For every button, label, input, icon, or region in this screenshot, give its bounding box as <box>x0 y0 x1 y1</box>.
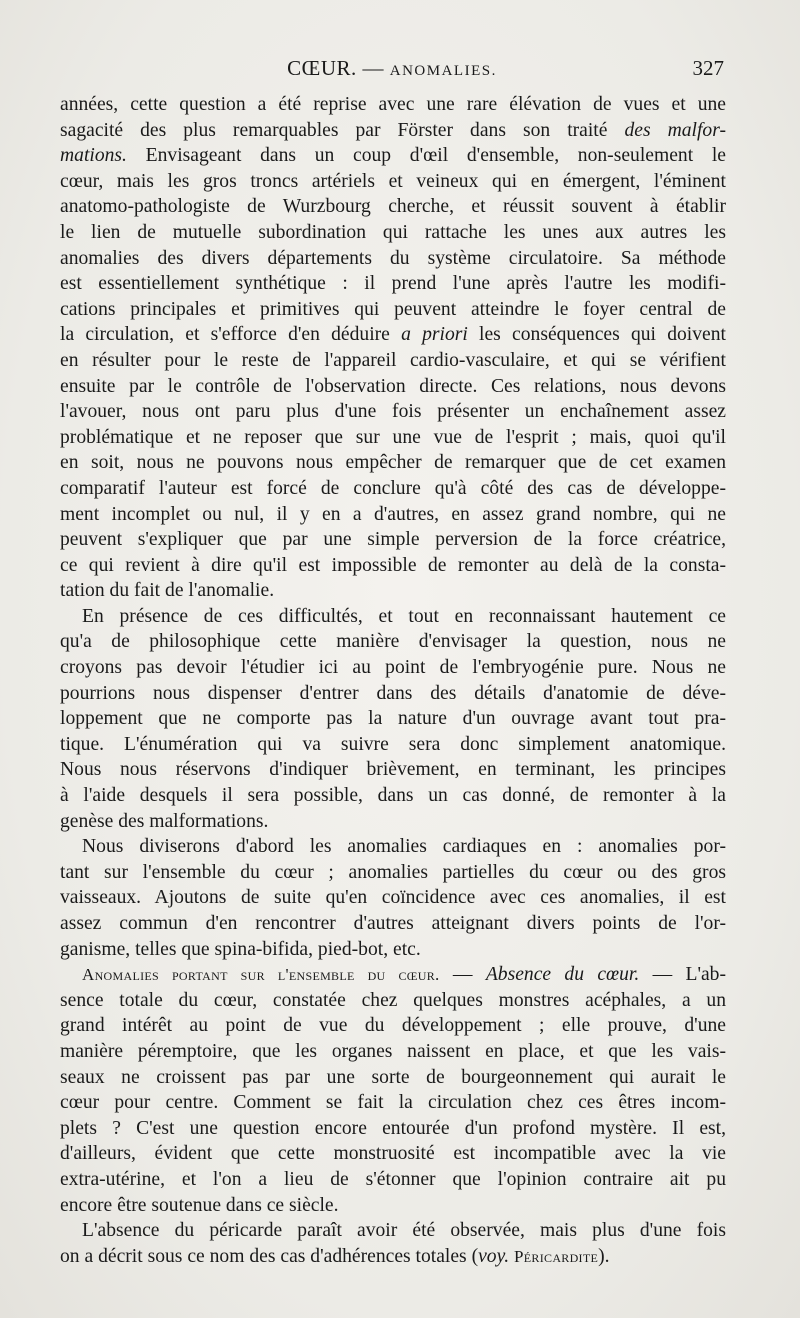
text-line: croyons pas devoir l'étudier ici au point de l'embryogénie pure. Nous ne <box>60 657 726 679</box>
text-line: extra-utérine, et l'on a lieu de s'étonner que l'opinion contraire ait pu <box>60 1168 726 1190</box>
text-line: d'ailleurs, évident que cette monstruosité est incompatible avec la vie <box>60 1143 726 1165</box>
text-line: en soit, nous ne pouvons nous empêcher de remarquer que de cet examen <box>60 452 726 474</box>
page-number: 327 <box>692 56 724 80</box>
text-line: grand intérêt au point de vue du développement ; elle prouve, d'une <box>60 1015 726 1037</box>
text-line: peuvent s'expliquer que par une simple perversion de la force créatrice, <box>60 529 726 551</box>
text-line: cœur pour centre. Comment se fait la circulation chez ces êtres incom- <box>60 1092 726 1114</box>
text-span: sagacité des plus remarquables par Förster dans son traité <box>60 119 608 141</box>
text-line <box>60 322 726 348</box>
text-line: comparatif l'auteur est forcé de conclure qu'à côté des cas de développe- <box>60 477 726 499</box>
text-span: on a décrit sous ce nom des cas d'adhérences totales ( <box>60 1245 479 1267</box>
text-line: cœur, mais les gros troncs artériels et veineux qui en émergent, l'éminent <box>60 170 726 192</box>
text-span: — L'ab- <box>652 964 727 986</box>
text-line: encore être soutenue dans ce siècle. <box>60 1194 339 1216</box>
text-line: ensuite par le contrôle de l'observation directe. Ces relations, nous devons <box>60 375 726 397</box>
title-sub: ANOMALIES. <box>389 63 497 79</box>
text-span: ). <box>598 1245 610 1267</box>
title-main: CŒUR. <box>287 56 357 80</box>
text-span: la circulation, et s'efforce d'en déduire <box>60 324 390 346</box>
italic-span: voy. <box>478 1245 510 1267</box>
text-line: loppement que ne comporte pas la nature d'un ouvrage avant tout pra- <box>60 708 726 730</box>
text-line: l'avouer, nous ont paru plus d'une fois présenter un enchaînement assez <box>60 401 726 423</box>
text-line: ment incomplet ou nul, il y en a d'autres, en assez grand nombre, qui ne <box>60 503 726 525</box>
text-line: anomalies des divers départements du système circulatoire. Sa méthode <box>60 247 726 269</box>
italic-span: mations. <box>60 145 127 167</box>
italic-span: a priori <box>401 324 468 346</box>
cross-reference: Péricardite <box>514 1246 599 1266</box>
text-line: manière péremptoire, que les organes naissent en place, et que les vais- <box>60 1040 726 1062</box>
text-line: cations principales et primitives qui peuvent atteindre le foyer central de <box>60 298 726 320</box>
text-line: Nous nous réservons d'indiquer brièvement, en terminant, les principes <box>60 759 726 781</box>
text-line: problématique et ne reposer que sur une vue de l'esprit ; mais, quoi qu'il <box>60 426 726 448</box>
text-line: à l'aide desquels il sera possible, dans un cas donné, de remonter à la <box>60 785 726 807</box>
text-span: — <box>452 964 473 986</box>
running-title <box>60 56 724 81</box>
text-line: En présence de ces difficultés, et tout en reconnaissant hautement ce <box>82 605 726 627</box>
section-heading-line <box>60 962 726 988</box>
subsection-title: Absence du cœur. <box>485 964 640 986</box>
text-line: années, cette question a été reprise avec une rare élévation de vues et une <box>60 94 726 115</box>
text-line <box>60 143 726 169</box>
text-line: L'absence du péricarde paraît avoir été observée, mais plus d'une fois <box>82 1220 726 1242</box>
text-line: qu'a de philosophique cette manière d'envisager la question, nous ne <box>60 631 726 653</box>
section-heading: Anomalies portant sur l'ensemble du cœur. <box>82 965 440 985</box>
title-separator: — <box>362 56 384 80</box>
text-line: Nous diviserons d'abord les anomalies cardiaques en : anomalies por- <box>82 836 726 858</box>
text-line: tant sur l'ensemble du cœur ; anomalies partielles du cœur ou des gros <box>60 861 726 883</box>
text-span: Envisageant dans un coup d'œil d'ensemble, non-seulement le <box>145 145 726 167</box>
text-line: tique. L'énumération qui va suivre sera donc simplement anatomique. <box>60 733 726 755</box>
text-line <box>60 1244 726 1270</box>
text-line: vaisseaux. Ajoutons de suite qu'en coïncidence avec ces anomalies, il est <box>60 887 726 909</box>
text-line: pourrions nous dispenser d'entrer dans des détails d'anatomie de déve- <box>60 682 726 704</box>
text-span: les conséquences qui doivent <box>479 324 726 346</box>
text-line: sence totale du cœur, constatée chez quelques monstres acéphales, a un <box>60 989 726 1011</box>
text-line: ganisme, telles que spina-bifida, pied-bot, etc. <box>60 938 421 960</box>
text-line: est essentiellement synthétique : il prend l'une après l'autre les modifi- <box>60 273 726 295</box>
text-line: ce qui revient à dire qu'il est impossible de remonter au delà de la consta- <box>60 554 726 576</box>
text-line: seaux ne croissent pas par une sorte de bourgeonnement qui aurait le <box>60 1066 726 1088</box>
text-line: genèse des malformations. <box>60 810 269 832</box>
body-text <box>60 92 726 1269</box>
running-header <box>60 56 724 86</box>
text-line: anatomo-pathologiste de Wurzbourg cherche, et réussit souvent à établir <box>60 196 726 218</box>
text-line: assez commun d'en rencontrer d'autres atteignant divers points de l'or- <box>60 913 726 934</box>
text-line: le lien de mutuelle subordination qui rattache les unes aux autres les <box>60 221 726 243</box>
text-line <box>60 118 726 144</box>
text-line: plets ? C'est une question encore entourée d'un profond mystère. Il est, <box>60 1117 726 1139</box>
text-line: tation du fait de l'anomalie. <box>60 580 275 602</box>
text-line: en résulter pour le reste de l'appareil cardio-vasculaire, et qui se vérifient <box>60 349 726 371</box>
italic-span: des malfor- <box>624 119 726 141</box>
